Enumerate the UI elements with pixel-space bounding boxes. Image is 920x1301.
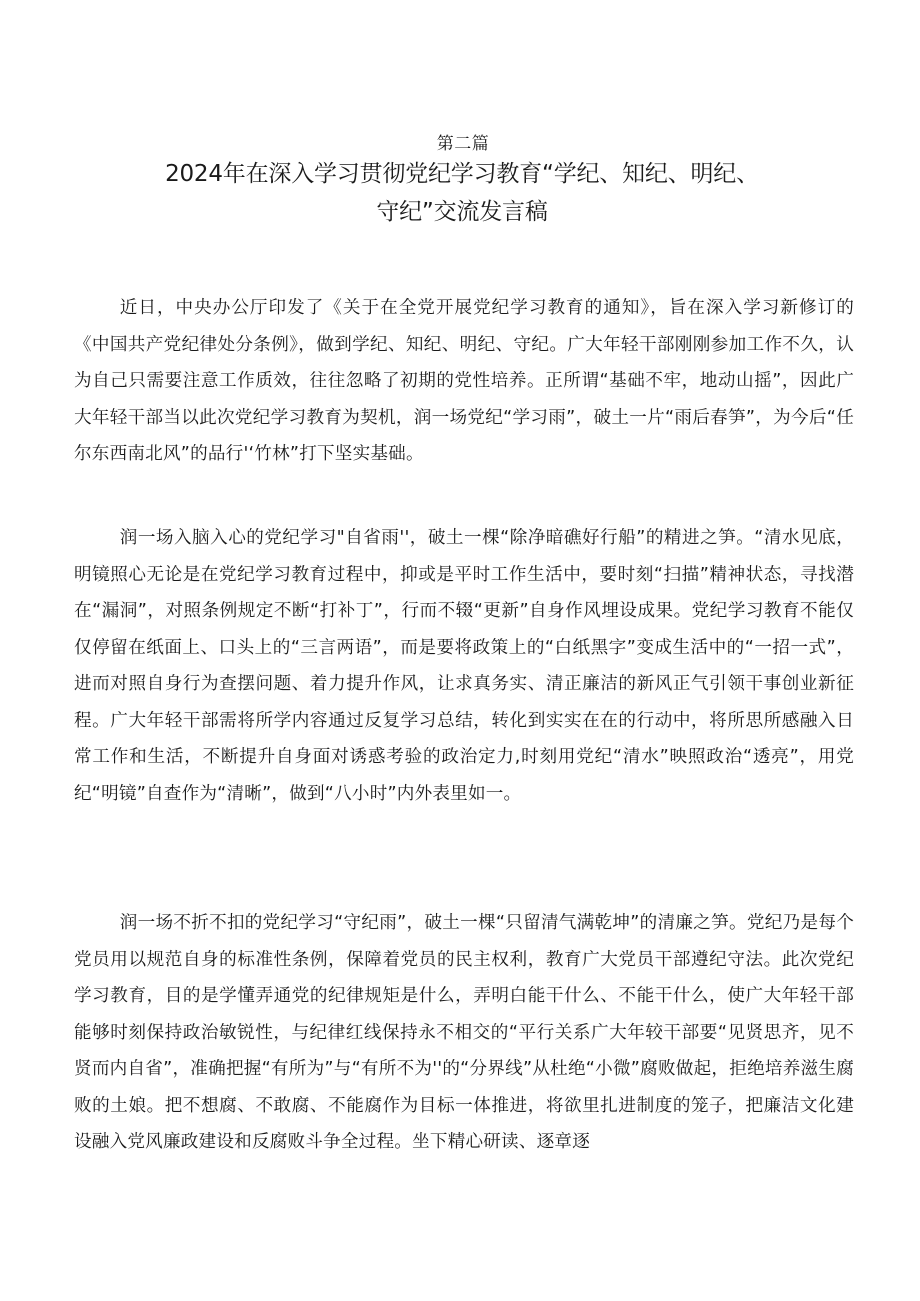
section-label: 第二篇 [436,134,490,154]
title-line-2: 守纪”交流发言稿 [376,199,548,225]
document-title [100,155,824,231]
body-paragraph-1: 近日，中央办公厅印发了《关于在全党开展党纪学习教育的通知》，旨在深入学习新修订的《中国共产党纪律处分条例》，做到学纪、知纪、明纪、守纪。广大年轻干部刚刚参加工作不久，认为自己只需要注意工作质效，往往忽略了初期的党性培养。正所谓“基础不牢，地动山摇”，因此广大年轻干部当以此次党纪学习教育为契机，润一场党纪“学习雨”，破土一片“雨后春笋”，为今后“任尔东西南北风”的品行'‘竹林”打下坚实基础。 [74,298,854,464]
title-line-1: 2024年在深入学习贯彻党纪学习教育“学纪、知纪、明纪、 [165,161,759,187]
body-paragraph-3: 润一场不折不扣的党纪学习“守纪雨”，破土一棵“只留清气满乾坤”的清廉之笋。党纪乃是每个党员用以规范自身的标准性条例，保障着党员的民主权利，教育广大党员干部遵纪守法。此次党纪学习教育，目的是学懂弄通党的纪律规矩是什么，弄明白能干什么、不能干什么，使广大年轻干部能够时刻保持政治敏锐性，与纪律红线保持永不相交的“平行关系广大年较干部要“见贤思齐，见不贤而内自省”，准确把握“有所为”与“有所不为''的“分界线”从杜绝“小微”腐败做起，拒绝培养滋生腐败的土娘。把不想腐、不敢腐、不能腐作为目标一体推进，将欲里扎进制度的笼子，把廉洁文化建设融入党风廉政建设和反腐败斗争全过程。坐下精心研读、逐章逐 [74,913,854,1152]
body-paragraph-2: 润一场入脑入心的党纪学习"自省雨''，破土一棵“除净暗礁好行船”的精进之笋。“清水见底，明镜照心无论是在党纪学习教育过程中，抑或是平时工作生活中，要时刻“扫描”精神状态，寻找潜在“漏洞”，对照条例规定不断“打补丁”，行而不辍“更新”自身作风埋设成果。党纪学习教育不能仅仅停留在纸面上、口头上的“三言两语”，而是要将政策上的“白纸黑字”变成生活中的“一招一式”，进而对照自身行为查摆问题、着力提升作风，让求真务实、清正廉洁的新风正气引领干事创业新征程。广大年轻干部需将所学内容通过反复学习总结，转化到实实在在的行动中，将所思所感融入日常工作和生活，不断提升自身面对诱惑考验的政治定力,时刻用党纪“清水”映照政治“透亮”，用党纪“明镜”自查作为“清晰”，做到“八小时”内外表里如一。 [74,528,854,804]
